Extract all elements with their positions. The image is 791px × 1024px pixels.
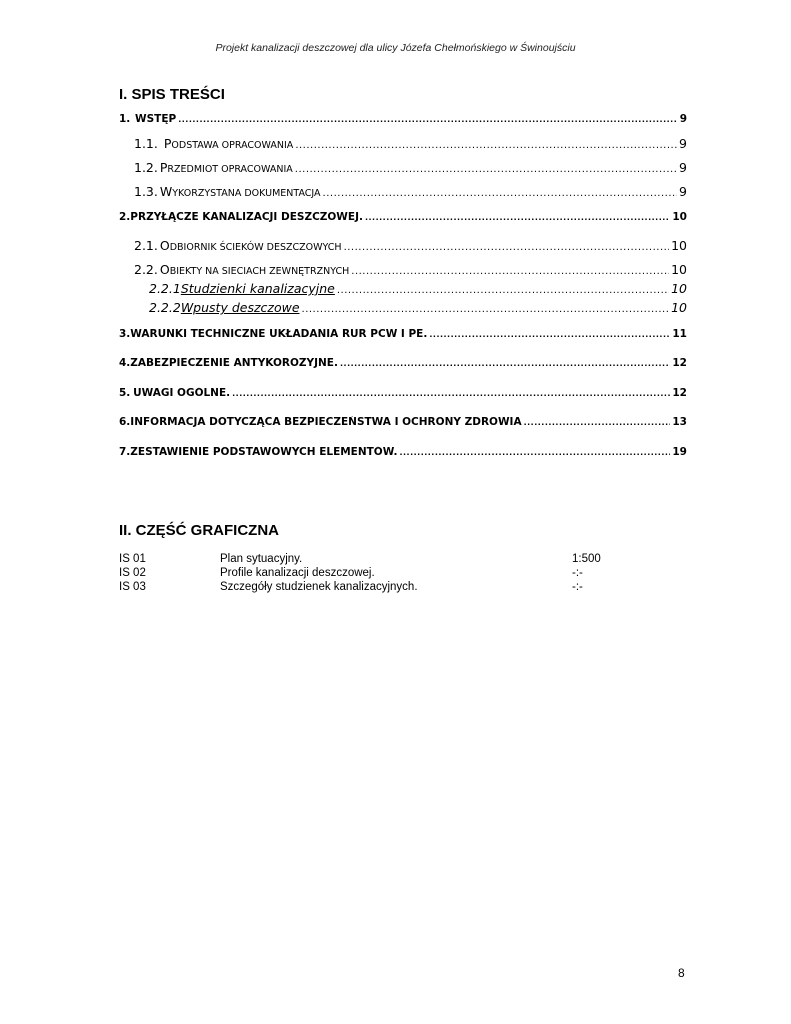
drawing-code: IS 02	[119, 567, 146, 579]
toc-entry-2-1[interactable]	[134, 238, 687, 253]
toc-entry-title: WARUNKI TECHNICZNE UKŁADANIA RUR PCW I PE.	[130, 328, 428, 340]
drawing-name: Szczegóły studzienek kanalizacyjnych.	[220, 581, 418, 593]
toc-entry-1-3[interactable]	[134, 184, 687, 199]
toc-entry-1[interactable]	[119, 113, 687, 125]
toc-entry-3[interactable]	[119, 328, 687, 340]
toc-entry-title: ZESTAWIENIE PODSTAWOWYCH ELEMENTÓW.	[130, 446, 398, 458]
toc-entry-number: 4.	[119, 357, 131, 369]
graphic-part-heading: II. CZĘŚĆ GRAFICZNA	[119, 522, 279, 539]
toc-entry-7[interactable]	[119, 446, 687, 458]
toc-entry-title: INFORMACJA DOTYCZĄCA BEZPIECZEŃSTWA I OCHRONY ZDROWIA	[130, 416, 522, 428]
toc-leader-dots	[295, 140, 677, 151]
toc-leader-dots	[302, 304, 670, 315]
toc-entry-2-2[interactable]	[134, 262, 687, 277]
drawing-code: IS 03	[119, 581, 146, 593]
toc-entry-number: 1.2.	[134, 160, 158, 175]
toc-leader-dots	[344, 242, 670, 253]
drawing-row	[119, 580, 601, 594]
toc-entry-1-2[interactable]	[134, 160, 687, 175]
drawing-list	[119, 552, 601, 594]
drawing-row	[119, 552, 601, 566]
toc-entry-5[interactable]	[119, 387, 687, 399]
toc-entry-number: 1.3.	[134, 184, 158, 199]
toc-entry-page: 10	[671, 238, 687, 253]
toc-entry-number: 1.1.	[134, 136, 158, 151]
toc-entry-title: PODSTAWA OPRACOWANIA	[163, 136, 294, 151]
toc-entry-page: 9	[679, 184, 687, 199]
toc-entry-page: 10	[671, 300, 687, 315]
toc-leader-dots	[232, 389, 670, 398]
toc-entry-number: 6.	[119, 416, 131, 428]
drawing-row	[119, 566, 601, 580]
drawing-scale: -:-	[572, 567, 583, 579]
toc-entry-1-1[interactable]	[134, 136, 687, 151]
toc-entry-title: ODBIORNIK ŚCIEKÓW DESZCZOWYCH	[159, 238, 342, 253]
toc-entry-page: 10	[671, 281, 687, 296]
toc-leader-dots	[337, 285, 669, 296]
toc-entry-title: PRZEDMIOT OPRACOWANIA	[159, 160, 293, 175]
toc-entry-page: 9	[679, 136, 687, 151]
toc-leader-dots	[340, 359, 670, 368]
toc-entry-title: WYKORZYSTANA DOKUMENTACJA	[159, 184, 321, 199]
toc-entry-6[interactable]	[119, 416, 687, 428]
toc-entry-page: 19	[672, 446, 687, 458]
toc-entry-2[interactable]	[119, 211, 687, 223]
toc-entry-number: 2.2.	[134, 262, 158, 277]
toc-entry-title: WSTĘP	[135, 113, 177, 125]
toc-entry-2-2-1[interactable]	[149, 281, 687, 296]
toc-entry-number: 7.	[119, 446, 131, 458]
toc-entry-title: UWAGI OGÓLNE.	[133, 387, 231, 399]
toc-entry-number: 5.	[119, 387, 131, 399]
toc-entry-title: PRZYŁĄCZE KANALIZACJI DESZCZOWEJ.	[130, 211, 363, 223]
toc-entry-number: 2.1.	[134, 238, 158, 253]
toc-entry-number: 1.	[119, 113, 131, 125]
toc-entry-number: 2.2.2	[149, 300, 181, 315]
drawing-name: Profile kanalizacji deszczowej.	[220, 567, 375, 579]
toc-entry-page: 10	[672, 211, 687, 223]
toc-leader-dots	[524, 418, 671, 427]
toc-leader-dots	[399, 448, 670, 457]
page-number: 8	[678, 966, 685, 980]
toc-leader-dots	[429, 330, 670, 339]
toc-leader-dots	[351, 266, 669, 277]
toc-entry-number: 2.2.1	[149, 281, 181, 296]
toc-entry-page: 13	[672, 416, 687, 428]
toc-leader-dots	[295, 164, 677, 175]
drawing-scale: 1:500	[572, 553, 601, 565]
toc-leader-dots	[323, 188, 678, 199]
toc-entry-title: Wpusty deszczowe	[180, 300, 300, 315]
toc-entry-title: OBIEKTY NA SIECIACH ZEWNĘTRZNYCH	[159, 262, 350, 277]
drawing-name: Plan sytuacyjny.	[220, 553, 303, 565]
drawing-scale: -:-	[572, 581, 583, 593]
toc-entry-page: 11	[672, 328, 687, 340]
toc-entry-page: 10	[671, 262, 687, 277]
toc-entry-page: 9	[679, 113, 687, 125]
toc-entry-page: 12	[672, 387, 687, 399]
toc-entry-2-2-2[interactable]	[149, 300, 687, 315]
toc-entry-number: 2.	[119, 211, 131, 223]
toc-entry-4[interactable]	[119, 357, 687, 369]
toc-leader-dots	[365, 213, 670, 222]
toc-entry-title: ZABEZPIECZENIE ANTYKOROZYJNE.	[130, 357, 338, 369]
toc-entry-page: 9	[679, 160, 687, 175]
toc-entry-number: 3.	[119, 328, 131, 340]
toc-entry-title: Studzienki kanalizacyjne	[180, 281, 335, 296]
toc-heading: I. SPIS TREŚCI	[119, 86, 225, 103]
toc-entry-page: 12	[672, 357, 687, 369]
running-header: Projekt kanalizacji deszczowej dla ulicy Józefa Chełmońskiego w Świnoujściu	[215, 42, 576, 54]
drawing-code: IS 01	[119, 553, 146, 565]
toc-leader-dots	[178, 115, 677, 124]
